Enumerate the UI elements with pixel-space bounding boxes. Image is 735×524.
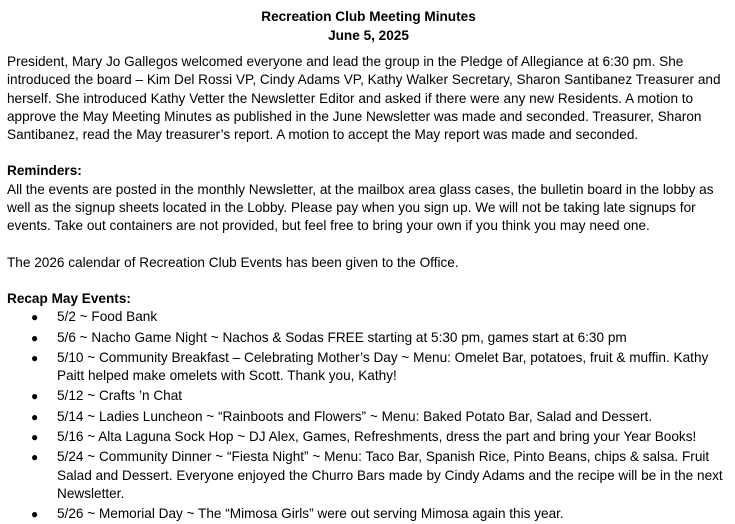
event-text: 5/10 ~ Community Breakfast – Celebrating Mother’s Day ~ Menu: Omelet Bar, potatoes, fruit & muffin. Kathy Paitt helped make omelets with Scott. Thank you, Kathy! (57, 349, 709, 384)
list-item (7, 308, 730, 326)
reminders-heading: Reminders: (7, 163, 82, 179)
bullet-icon: ● (31, 409, 39, 424)
event-text: 5/16 ~ Alta Laguna Sock Hop ~ DJ Alex, Games, Refreshments, dress the part and bring your Year Books! (57, 429, 697, 445)
event-text: 5/14 ~ Ladies Luncheon ~ “Rainboots and Flowers” ~ Menu: Baked Potato Bar, Salad and Dessert. (57, 408, 653, 424)
list-item (7, 349, 730, 386)
bullet-icon: ● (31, 389, 39, 404)
calendar-note: The 2026 calendar of Recreation Club Events has been given to the Office. (7, 254, 459, 270)
bullet-icon: ● (31, 350, 39, 365)
bullet-icon: ● (31, 507, 39, 522)
list-item (7, 428, 730, 446)
intro-paragraph: President, Mary Jo Gallegos welcomed everyone and lead the group in the Pledge of Allegiance at 6:30 pm. She introduced the board – Kim Del Rossi VP, Cindy Adams VP, Kathy Walker Secretary, Sharon Santibanez Treasurer and herself. She introduced Kathy Vetter the Newsletter Editor and asked if there were any new Residents. A motion to approve the May Meeting Minutes as published in the June Newsletter was made and seconded. Treasurer, Sharon Santibanez, read the May treasurer’s report. A motion to accept the May report was made and seconded. (7, 54, 721, 143)
event-text: 5/12 ~ Crafts ’n Chat (57, 388, 183, 404)
bullet-icon: ● (31, 450, 39, 465)
list-item (7, 387, 730, 405)
list-item (7, 408, 730, 426)
event-text: 5/6 ~ Nacho Game Night ~ Nachos & Sodas FREE starting at 5:30 pm, games start at 6:30 pm (57, 329, 627, 345)
document-title: Recreation Club Meeting Minutes (261, 9, 476, 24)
bullet-icon: ● (31, 430, 39, 445)
title-block (7, 8, 730, 45)
list-item (7, 329, 730, 347)
bullet-icon: ● (31, 310, 39, 325)
events-list (7, 308, 730, 523)
document-date: June 5, 2025 (328, 27, 409, 43)
reminders-paragraph: All the events are posted in the monthly Newsletter, at the mailbox area glass cases, the bulletin board in the lobby as well as the signup sheets located in the Lobby. Please pay when you sign up. We will not be taking late signups for events. Take out containers are not provided, but feel free to bring your own if you think you may need one. (7, 181, 714, 234)
list-item (7, 505, 730, 523)
list-item (7, 448, 730, 503)
event-text: 5/2 ~ Food Bank (57, 309, 158, 325)
bullet-icon: ● (31, 330, 39, 345)
event-text: 5/24 ~ Community Dinner ~ “Fiesta Night” ~ Menu: Taco Bar, Spanish Rice, Pinto Beans, chips & salsa. Fruit Salad and Dessert. Everyone enjoyed the Churro Bars made by Cindy Adams and the recipe will be in the next Newsletter. (57, 449, 723, 501)
event-text: 5/26 ~ Memorial Day ~ The “Mimosa Girls” were out serving Mimosa again this year. (57, 506, 564, 522)
recap-heading: Recap May Events: (7, 290, 131, 306)
